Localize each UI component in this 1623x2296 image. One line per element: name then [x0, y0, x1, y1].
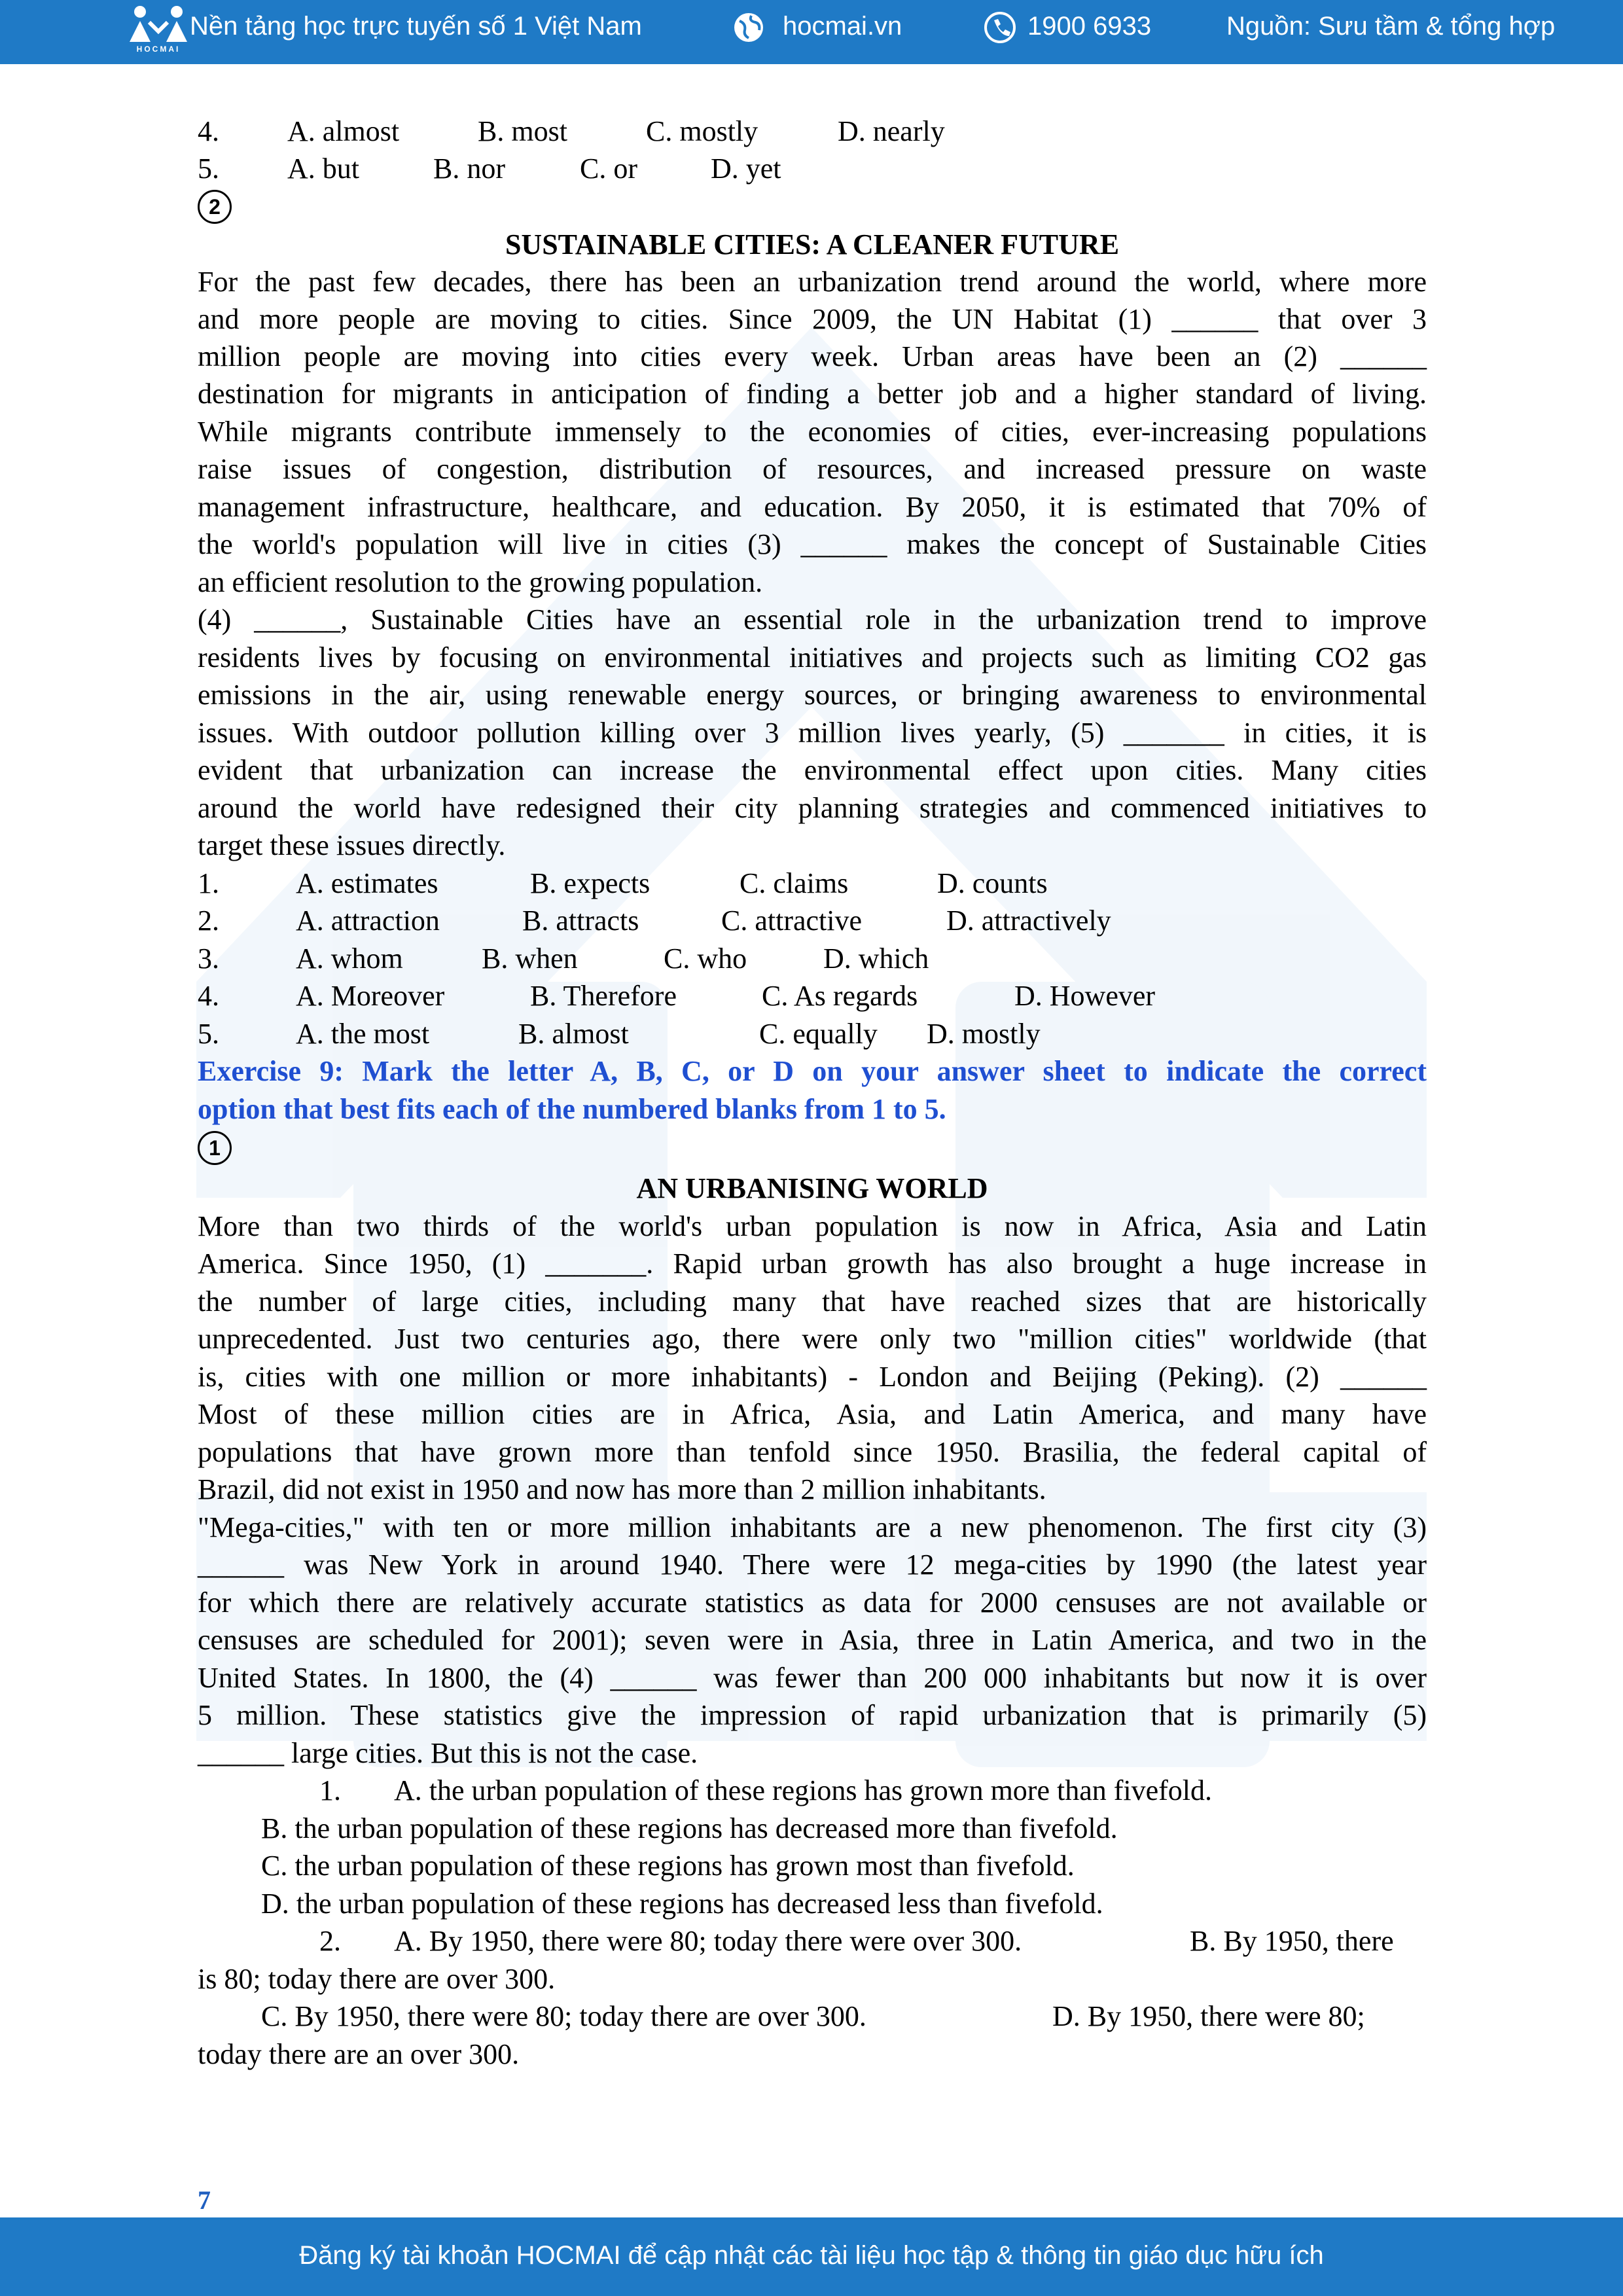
option-d-continued: today there are an over 300. [198, 2038, 520, 2070]
tagline: Nền tảng học trực tuyến số 1 Việt Nam [190, 12, 642, 41]
passage-line: is, cities with one million or more inhabitants) - London and Beijing (Peking). (2) ______ [198, 1361, 1427, 1393]
passage-line: While migrants contribute immensely to the economies of cities, ever-increasing populations [198, 416, 1427, 448]
passage-line: destination for migrants in anticipation of finding a better job and a higher standard of living. [198, 378, 1427, 410]
option-b-continued: is 80; today there are over 300. [198, 1963, 556, 1995]
passage-line: management infrastructure, healthcare, and education. By 2050, it is estimated that 70% of [198, 491, 1427, 523]
option-d: D. which [823, 942, 929, 975]
passage-line: around the world have redesigned their city planning strategies and commenced initiatives to [198, 792, 1427, 824]
option-d: D. counts [937, 867, 1048, 899]
question-number: 4. [198, 115, 219, 147]
question-number: 1. [319, 1774, 341, 1806]
option-row [198, 940, 1427, 977]
passage-line: and more people are moving to cities. Since 2009, the UN Habitat (1) ______ that over 3 [198, 303, 1427, 335]
option-row [198, 1960, 1427, 1998]
globe-icon [732, 10, 766, 45]
option-a: A. attraction [296, 905, 440, 937]
option-row [198, 1847, 1427, 1884]
question-number: 2. [319, 1925, 341, 1957]
passage-line: an efficient resolution to the growing population. [198, 566, 763, 598]
option-b: B. almost [518, 1018, 629, 1050]
passage-line: emissions in the air, using renewable energy sources, or bringing awareness to environmental [198, 679, 1427, 711]
passage-line: Most of these million cities are in Africa, Asia, and Latin America, and many have [198, 1398, 1427, 1430]
phone-icon [983, 10, 1017, 45]
hotline[interactable]: 1900 6933 [1027, 12, 1152, 41]
option-row [198, 977, 1427, 1014]
option-row [198, 902, 1427, 939]
passage-line: issues. With outdoor pollution killing over 3 million lives yearly, (5) _______ in cities, it is [198, 717, 1427, 749]
option-row [198, 865, 1427, 902]
passage-line: For the past few decades, there has been an urbanization trend around the world, where more [198, 266, 1427, 298]
passage-line: (4) ______, Sustainable Cities have an essential role in the urbanization trend to improve [198, 603, 1427, 636]
bottom-banner [0, 2217, 1623, 2296]
option-a: A. By 1950, there were 80; today there were over 300. [394, 1925, 1022, 1957]
option-b: B. By 1950, there [1190, 1925, 1394, 1957]
option-b: B. attracts [522, 905, 639, 937]
passage-line: United States. In 1800, the (4) ______ was fewer than 200 000 inhabitants but now it is over [198, 1662, 1427, 1694]
passage-line: target these issues directly. [198, 829, 506, 861]
option-d: D. the urban population of these regions has decreased less than fivefold. [261, 1888, 1103, 1920]
passage-line: Brazil, did not exist in 1950 and now has more than 2 million inhabitants. [198, 1473, 1046, 1505]
option-c: C. who [664, 942, 747, 975]
option-c: C. or [580, 152, 637, 185]
option-row [198, 113, 1427, 150]
option-a: A. whom [296, 942, 403, 975]
option-c: C. equally [759, 1018, 878, 1050]
option-b: B. expects [530, 867, 651, 899]
passage-line: More than two thirds of the world's urban population is now in Africa, Asia and Latin [198, 1210, 1427, 1242]
option-d: D. mostly [927, 1018, 1041, 1050]
source-note: Nguồn: Sưu tầm & tổng hợp [1226, 12, 1556, 41]
question-number: 4. [198, 980, 219, 1012]
option-c: C. mostly [646, 115, 758, 147]
option-a: A. but [287, 152, 359, 185]
logo-text: HOCMAI [136, 45, 181, 54]
option-b: B. Therefore [530, 980, 677, 1012]
passage-line: the number of large cities, including many that have reached sizes that are historically [198, 1285, 1427, 1318]
option-d: D. yet [711, 152, 781, 185]
option-row [198, 2036, 1427, 2073]
question-number: 3. [198, 942, 219, 975]
passage-line: ______ was New York in around 1940. There were 12 mega-cities by 1990 (the latest year [198, 1549, 1427, 1581]
option-c: C. the urban population of these regions has grown most than fivefold. [261, 1850, 1075, 1882]
option-row [198, 1885, 1427, 1922]
passage-line: evident that urbanization can increase the environmental effect upon cities. Many cities [198, 754, 1427, 786]
option-c: C. As regards [762, 980, 918, 1012]
passage-marker: 2 [198, 190, 232, 224]
question-number: 1. [198, 867, 219, 899]
option-row [198, 1922, 1427, 1960]
option-d: D. By 1950, there were 80; [1052, 2000, 1365, 2032]
passage-title: SUSTAINABLE CITIES: A CLEANER FUTURE [505, 228, 1120, 260]
option-d: D. nearly [838, 115, 945, 147]
question-number: 5. [198, 152, 219, 185]
option-c: C. claims [740, 867, 849, 899]
exercise-instruction: option that best fits each of the numbered blanks from 1 to 5. [198, 1093, 946, 1125]
option-a: A. almost [287, 115, 400, 147]
option-a: A. Moreover [296, 980, 445, 1012]
option-b: B. when [482, 942, 578, 975]
option-d: D. However [1014, 980, 1156, 1012]
passage-marker: 1 [198, 1131, 232, 1165]
passage-line: "Mega-cities," with ten or more million inhabitants are a new phenomenon. The first city (3) [198, 1511, 1427, 1543]
passage-line: for which there are relatively accurate statistics as data for 2000 censuses are not available or [198, 1587, 1427, 1619]
question-number: 5. [198, 1018, 219, 1050]
option-c: C. By 1950, there were 80; today there are over 300. [261, 2000, 866, 2032]
option-a: A. estimates [296, 867, 438, 899]
question-number: 2. [198, 905, 219, 937]
option-row [198, 1772, 1427, 1809]
option-a: A. the urban population of these regions has grown more than fivefold. [394, 1774, 1213, 1806]
top-banner [0, 0, 1623, 64]
passage-line: America. Since 1950, (1) _______. Rapid urban growth has also brought a huge increase in [198, 1247, 1427, 1280]
option-row [198, 1998, 1427, 2035]
website-link[interactable]: hocmai.vn [783, 12, 902, 41]
passage-title: AN URBANISING WORLD [636, 1172, 988, 1204]
passage-line: 5 million. These statistics give the impression of rapid urbanization that is primarily (5) [198, 1699, 1427, 1731]
passage-line: ______ large cities. But this is not the case. [198, 1737, 698, 1769]
passage-line: censuses are scheduled for 2001); seven were in Asia, three in Latin America, and two in the [198, 1624, 1427, 1656]
passage-line: million people are moving into cities every week. Urban areas have been an (2) ______ [198, 340, 1427, 372]
page-number: 7 [198, 2185, 211, 2215]
option-row [198, 1810, 1427, 1847]
option-row [198, 150, 1427, 187]
option-a: A. the most [296, 1018, 430, 1050]
option-b: B. most [478, 115, 567, 147]
option-c: C. attractive [721, 905, 863, 937]
passage-line: unprecedented. Just two centuries ago, there were only two "million cities" worldwide (that [198, 1323, 1427, 1355]
footer-text[interactable]: Đăng ký tài khoản HOCMAI để cập nhật các tài liệu học tập & thông tin giáo dục hữu ích [299, 2241, 1324, 2270]
option-b: B. nor [433, 152, 505, 185]
option-d: D. attractively [946, 905, 1111, 937]
exercise-instruction: Exercise 9: Mark the letter A, B, C, or D on your answer sheet to indicate the correct [198, 1055, 1427, 1087]
passage-line: the world's population will live in cities (3) ______ makes the concept of Sustainable Cities [198, 528, 1427, 560]
passage-line: raise issues of congestion, distribution of resources, and increased pressure on waste [198, 453, 1427, 485]
option-row [198, 1015, 1427, 1052]
passage-line: populations that have grown more than tenfold since 1950. Brasilia, the federal capital of [198, 1436, 1427, 1468]
option-b: B. the urban population of these regions has decreased more than fivefold. [261, 1812, 1118, 1844]
passage-line: residents lives by focusing on environmental initiatives and projects such as limiting CO2 gas [198, 641, 1427, 673]
